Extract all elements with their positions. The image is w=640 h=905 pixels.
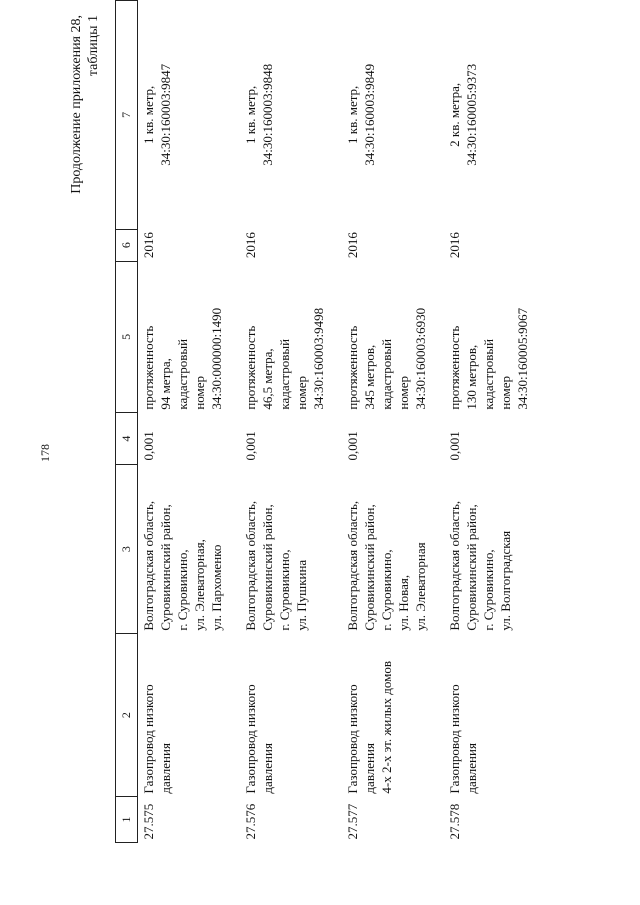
property-table [115,0,546,843]
table-row [138,1,241,843]
header-cell: 4 [116,413,138,465]
row-number: 27.575 [141,803,156,840]
table-row [240,1,342,843]
header-cell: 7 [116,1,138,230]
land-info: 1 кв. метр, 34:30:160003:9848 [243,63,275,166]
object-name: Газопровод низкого давления [141,684,173,794]
row-number: 27.576 [243,803,258,840]
object-length: протяженность 345 метров, кадастровый номер 34:30:160003:6930 [345,307,428,410]
continuation-note [68,15,102,335]
object-name: Газопровод низкого давления 4-х 2-х эт. жилых домов [345,660,394,794]
object-value: 0,001 [243,431,258,461]
header-cell: 3 [116,464,138,633]
object-name: Газопровод низкого давления [243,684,275,794]
object-name: Газопровод низкого давления [447,684,479,794]
table-row [342,1,444,843]
row-number: 27.577 [345,803,360,840]
object-year: 2016 [141,232,156,259]
object-address: Волгоградская область, Суровикинский район, г. Суровикино, ул. Элеваторная, ул. Пархоменко [141,500,224,631]
land-info: 1 кв. метр, 34:30:160003:9849 [345,63,377,166]
object-address: Волгоградская область, Суровикинский район, г. Суровикино, ул. Пушкина [243,500,309,631]
object-address: Волгоградская область, Суровикинский район, г. Суровикино, ул. Волгоградская [447,500,513,631]
header-cell: 2 [116,634,138,797]
object-address: Волгоградская область, Суровикинский район, г. Суровикино, ул. Новая, ул. Элеваторная [345,500,428,631]
land-info: 1 кв. метр, 34:30:160003:9847 [141,63,173,166]
header-cell: 6 [116,229,138,261]
page-number: 178 [38,444,52,462]
continuation-line-2: таблицы 1 [86,15,101,77]
header-row [116,1,138,843]
object-length: протяженность 94 метра, кадастровый номер 34:30:000000:1490 [141,307,224,410]
object-length: протяженность 130 метров, кадастровый номер 34:30:160005:9067 [447,307,530,410]
object-year: 2016 [243,232,258,259]
header-cell: 5 [116,261,138,413]
object-year: 2016 [447,232,462,259]
continuation-line-1: Продолжение приложения 28, [69,15,84,194]
table-row [444,1,546,843]
land-info: 2 кв. метра, 34:30:160005:9373 [447,63,479,166]
object-value: 0,001 [447,431,462,461]
object-year: 2016 [345,232,360,259]
object-value: 0,001 [345,431,360,461]
header-cell: 1 [116,797,138,843]
object-value: 0,001 [141,431,156,461]
object-length: протяженность 46,5 метра, кадастровый номер 34:30:160003:9498 [243,307,326,410]
row-number: 27.578 [447,803,462,840]
